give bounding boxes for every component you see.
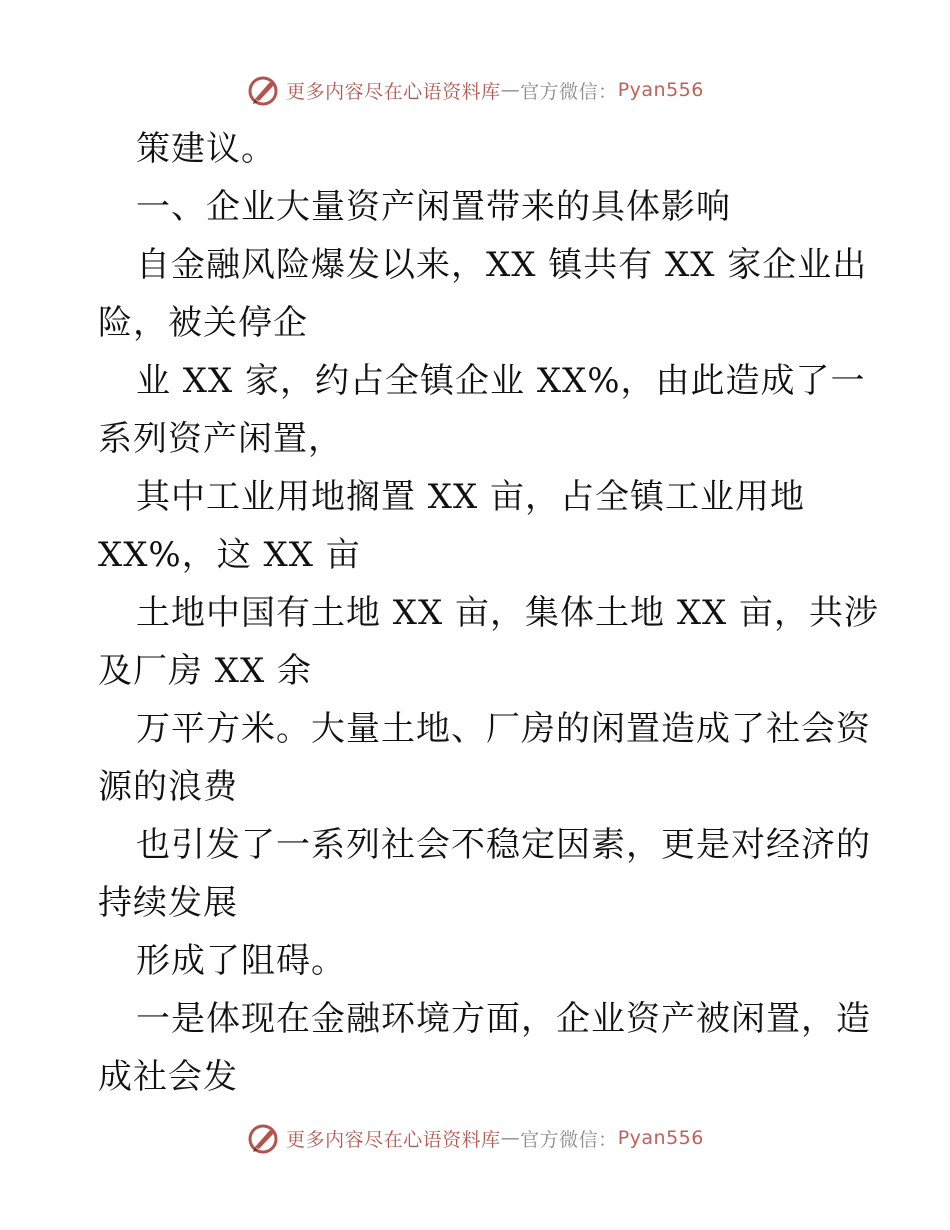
text-line: 险，被关停企	[98, 303, 308, 343]
document-body	[98, 120, 880, 1106]
banner-label: 官方微信：	[520, 1128, 618, 1151]
text-line: 系列资产闲置，	[98, 419, 343, 459]
text-line: 土地中国有土地 XX 亩，集体土地 XX 亩，共涉	[136, 593, 880, 633]
text-line: 万平方米。大量土地、厂房的闲置造成了社会资	[136, 709, 871, 749]
header-banner	[0, 68, 950, 112]
text-line: 策建议。	[136, 129, 276, 169]
text-line: 一、企业大量资产闲置带来的具体影响	[136, 187, 731, 227]
text-line: 自金融风险爆发以来，XX 镇共有 XX 家企业出	[136, 245, 868, 285]
text-line: 源的浪费	[98, 767, 238, 807]
text-line: 成社会发	[98, 1057, 238, 1097]
pen-logo-icon	[246, 1121, 280, 1155]
text-line: 也引发了一系列社会不稳定因素，更是对经济的	[136, 825, 871, 865]
banner-brand-text: 更多内容尽在心语资料库	[286, 80, 501, 103]
text-line: 及厂房 XX 余	[98, 651, 313, 691]
footer-banner	[0, 1116, 950, 1160]
banner-wechat-id: Pyan556	[617, 79, 704, 101]
text-line: 持续发展	[98, 883, 238, 923]
text-line: 其中工业用地搁置 XX 亩，占全镇工业用地	[136, 477, 806, 517]
banner-brand-text: 更多内容尽在心语资料库	[286, 1128, 501, 1151]
banner-wechat-id: Pyan556	[617, 1127, 704, 1149]
text-line: 形成了阻碍。	[136, 941, 346, 981]
text-line: 一是体现在金融环境方面，企业资产被闲置，造	[136, 999, 871, 1039]
banner-label: 官方微信：	[520, 80, 618, 103]
banner-dash: —	[500, 79, 521, 101]
pen-logo-icon	[246, 73, 280, 107]
text-line: 业 XX 家，约占全镇企业 XX%，由此造成了一	[136, 361, 866, 401]
banner-dash: —	[500, 1127, 521, 1149]
text-line: XX%，这 XX 亩	[98, 535, 361, 575]
